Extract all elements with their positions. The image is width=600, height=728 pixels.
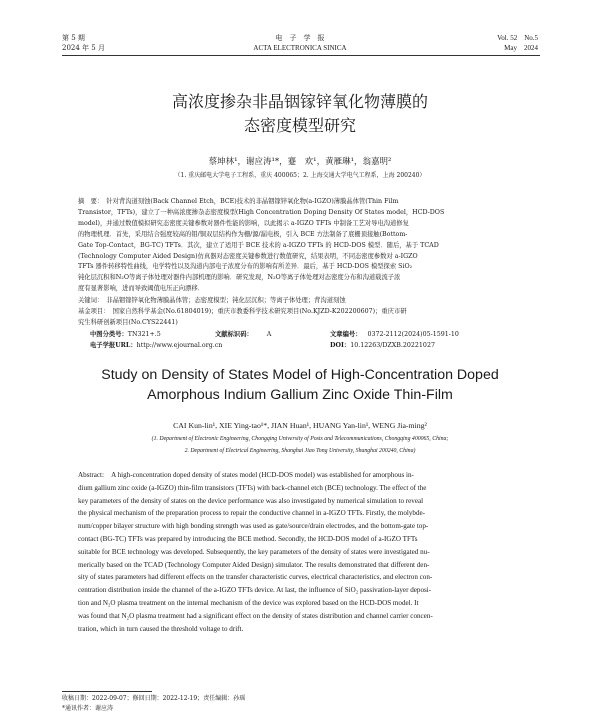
- publication-date-cn: 2024 年 5 月: [62, 44, 105, 52]
- issue-number-cn: 第 5 期: [62, 34, 85, 42]
- title-cn-line-1: 高浓度掺杂非晶铟镓锌氧化物薄膜的: [171, 92, 428, 111]
- abstract-en-line: sity of states parameters had different effects on the transfer characteristic curves, electrical characteristics, and electron con-: [78, 573, 433, 582]
- doi-value[interactable]: 10.12263/DZXB.20221027: [350, 342, 435, 349]
- abstract-en-line: key parameters of the density of states on the device performance was also investigated by numerical simulation to reveal: [78, 496, 424, 505]
- title-en-line-2: Amorphous Indium Gallium Zinc Oxide Thin-Film: [147, 387, 453, 403]
- affiliation-en-line-2: 2. Department of Electrical Engineering, Shanghai Jiao Tong University, Shanghai 200240, China): [184, 448, 416, 454]
- abstract-cn-line: (Technology Computer Aided Design)仿真器对态密度关键参数进行数值研究，结果表明，不同态密度参数对 a-IGZO: [78, 252, 418, 260]
- abstract-en-line: tration, which in turn caused the threshold voltage to drift.: [78, 624, 244, 633]
- abstract-cn-line: 摘 要： 针对背沟道刻蚀(Back Channel Etch，BCE)技术的非晶铟镓锌氧化物(a-IGZO)薄膜晶体管(Thin Film: [78, 198, 399, 205]
- keywords-cn: 关键词： 非晶铟镓锌氧化物薄膜晶体管；态密度模型；钝化层沉积；等离子体处理；背沟道刻蚀: [78, 297, 346, 304]
- url-value[interactable]: http://www.ejournal.org.cn: [136, 342, 223, 349]
- abstract-en-line: Abstract: A high-concentration doped density of states model (HCD-DOS model) was established for amorphous in-: [78, 471, 414, 479]
- title-en-line-1: Study on Density of States Model of High-Concentration Doped: [101, 367, 499, 383]
- authors-cn: 蔡坤林¹，谢应涛¹*，蹇 欢¹，黄雁琳¹，翁嘉明²: [208, 157, 392, 167]
- footnote-rule: [62, 691, 152, 692]
- volume-number-en: Vol. 52 No.5: [497, 34, 538, 42]
- journal-name-cn: 电 子 学 报: [275, 34, 325, 42]
- abstract-en-line: merically based on the TCAD (Technology Computer Aided Design) simulator. The results demonstrated that different den-: [78, 560, 430, 569]
- doi-label: DOI：: [330, 342, 351, 349]
- publication-date-en: May 2024: [504, 44, 538, 52]
- document-code: [215, 330, 271, 341]
- funding-cn-cont: 究生科研创新项目(No.CYS22441): [78, 318, 178, 326]
- abstract-en: [78, 469, 526, 635]
- abstract-en-line: num/copper bilayer structure with high bonding strength was used as gate/source/drain electrodes, and the bottom-gate top-: [78, 522, 429, 531]
- abstract-cn-line: model)，并通过数值模拟研究态密度关键参数对器件性能的影响，以此揭示 a-IGZO TFTs 中制备工艺对导电沟道修复: [78, 219, 409, 227]
- authors-en: CAI Kun-lin¹, XIE Ying-tao¹*, JIAN Huan¹, HUANG Yan-lin¹, WENG Jia-ming²: [173, 421, 427, 430]
- affiliation-cn: （1. 重庆邮电大学电子工程系，重庆 400065；2. 上海交通大学电气工程系，上海 200240）: [174, 172, 426, 179]
- funding-cn: 基金项目： 国家自然科学基金(No.61804019)；重庆市教委科学技术研究项目(No.KJZD-K202200607)；重庆市研: [78, 307, 407, 315]
- clc-label: 中图分类号：: [90, 331, 128, 338]
- abstract-cn-line: 的物理机理．首先，采用结合强度较高的钼/铜双层结构作为栅/源/漏电极，引入 BCE 方法制备了底栅顶接触(Bottom-: [78, 230, 408, 238]
- title-cn-line-2: 态密度模型研究: [243, 116, 356, 135]
- abstract-en-line: was found that N₂O plasma treatment had a significant effect on the density of states distribution and channel carrier concen-: [78, 611, 433, 620]
- abstract-cn: [78, 197, 526, 295]
- article-number: [330, 330, 459, 341]
- abstract-en-line: dium gallium zinc oxide (a-IGZO) thin-film transistors (TFTs) with back-channel etch (BCE) technology. The effect of the: [78, 483, 427, 492]
- clc-number: [90, 330, 161, 341]
- abstract-cn-line: TFTs 器件转移特性曲线，电学特性以及沟道内部电子浓度分布的影响有所差异．最后，基于 HCD-DOS 模型探索 SiO₂: [78, 263, 413, 271]
- journal-url: [90, 341, 222, 352]
- received-date: 收稿日期：2022-09-07；修回日期：2022-12-19；责任编辑：孙瑶: [62, 695, 246, 702]
- corresponding-author: *通讯作者：谢应涛: [62, 705, 114, 712]
- abstract-en-line: suitable for BCE technology was developed. Subsequently, the key parameters of the density of states were investigated nu-: [78, 547, 430, 556]
- abstract-en-line: tion and N₂O plasma treatment on the internal mechanism of the device was explored based on the HCD-DOS model. It: [78, 598, 419, 607]
- keywords-block-cn: [78, 296, 526, 329]
- clc-value: TN321+.5: [127, 331, 161, 338]
- abstract-cn-line: 钝化层沉积和N₂O等离子体处理对器件内部机理的影响．研究发现，N₂O等离子体处理对态密度分布和沟道载流子浓: [78, 274, 401, 282]
- abstract-cn-line: 度有显著影响，进而导致阈值电压正向漂移．: [78, 285, 204, 293]
- code-value: A: [266, 331, 272, 338]
- header-rule: [62, 55, 540, 56]
- url-label: 电子学报URL：: [90, 342, 137, 349]
- abstract-en-line: centration distribution inside the channel of the a-IGZO TFTs device. At last, the influence of SiO₂ passivation-layer deposi-: [78, 586, 432, 595]
- abstract-cn-line: Transistor，TFTs)，建立了一种高浓度掺杂态密度模型(High Concentration Doping Density Of States model，HCD-DOS: [78, 208, 445, 216]
- article-label: 文章编号：: [330, 331, 362, 338]
- code-label: 文献标识码：: [215, 331, 253, 338]
- article-value: 0372-2112(2024)05-1591-10: [367, 331, 459, 338]
- affiliation-en-line-1: (1. Department of Electronic Engineering, Chongqing University of Posts and Telecommunications, Chongqing 400065, China;: [151, 436, 449, 442]
- abstract-en-line: contact (BG-TC) TFTs was prepared by introducing the BCE method. Secondly, the HCD-DOS model of a-IGZO TFTs: [78, 534, 418, 543]
- abstract-en-line: the physical mechanism of the preparation process to repair the conductive channel in a-IGZO TFTs. Firstly, the molybde-: [78, 509, 425, 518]
- doi: [330, 341, 435, 352]
- abstract-cn-line: Gate Top-Contact，BG-TC) TFTs．其次，建立了适用于 BCE 技术的 a-IGZO TFTs 的 HCD-DOS 模型．随后，基于 TCAD: [78, 241, 439, 249]
- journal-name-en: ACTA ELECTRONICA SINICA: [253, 44, 347, 52]
